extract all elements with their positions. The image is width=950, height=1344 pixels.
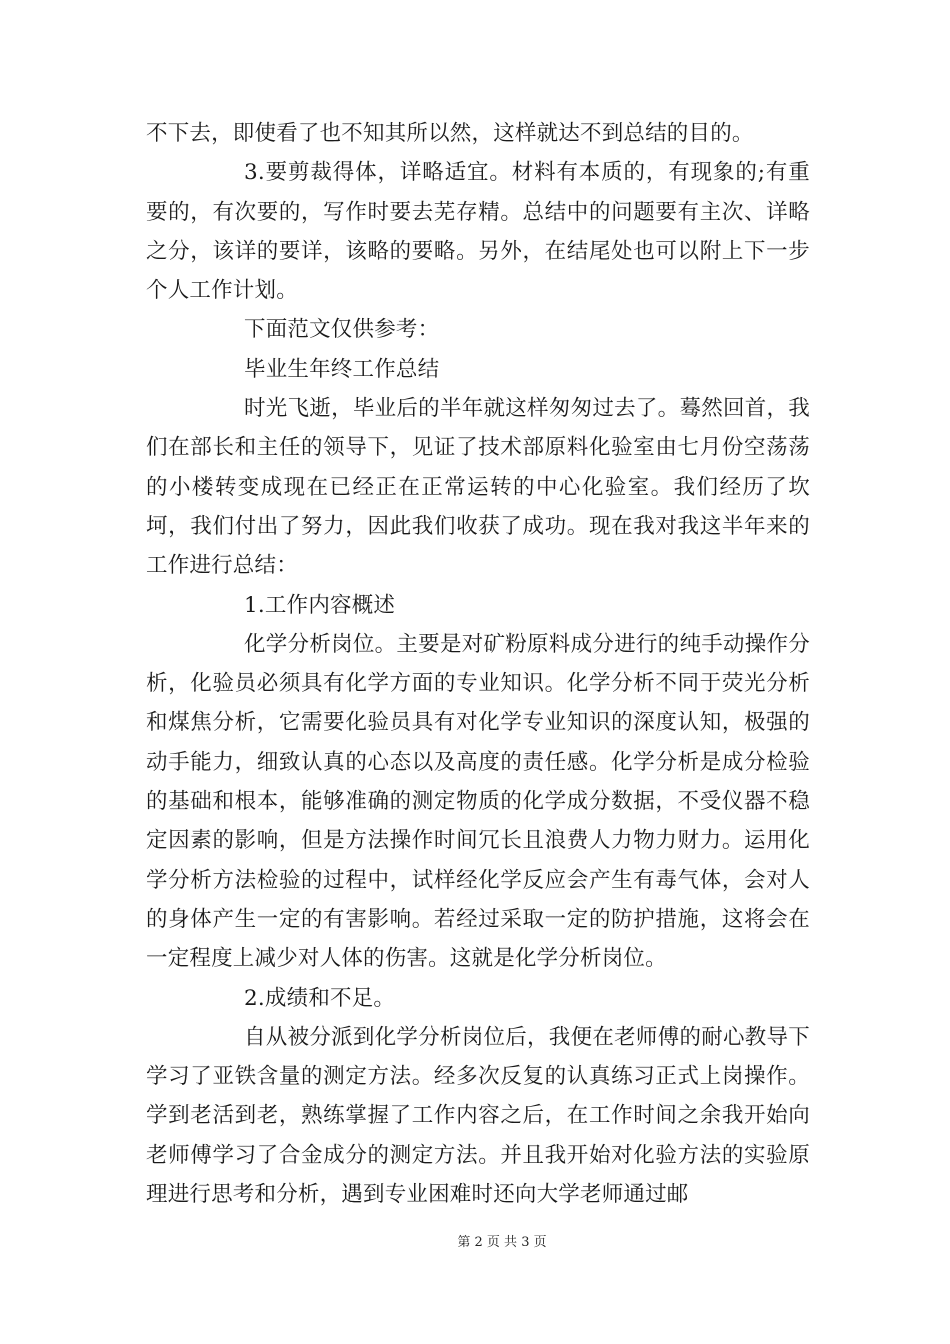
section-title: 毕业生年终工作总结	[244, 356, 440, 382]
heading-achievements: 2.成绩和不足。	[244, 985, 396, 1011]
paragraph-continuation: 不下去，即使看了也不知其所以然，这样就达不到总结的目的。	[146, 121, 754, 146]
paragraph-opening: 时光飞逝，毕业后的半年就这样匆匆过去了。蓦然回首，我们在部长和主任的领导下，见证了技术部原料化验室由七月份空荡荡的小楼转变成现在已经正在正常运转的中心化验室。我们经历了坎坷，我们付出了努力，因此我们收获了成功。现在我对我这半年来的工作进行总结：	[146, 396, 810, 579]
page-number-footer: 第 2 页 共 3 页	[457, 1235, 547, 1250]
paragraph-point-3: 3.要剪裁得体，详略适宜。材料有本质的，有现象的;有重要的，有次要的，写作时要去芜存精。总结中的问题要有主次、详略之分，该详的要详，该略的要略。另外，在结尾处也可以附上下一步个人工作计划。	[146, 160, 810, 304]
paragraph-sample-intro: 下面范文仅供参考：	[244, 317, 440, 343]
heading-work-overview: 1.工作内容概述	[244, 592, 396, 618]
document-body	[146, 114, 810, 1214]
paragraph-chemical-analysis: 化学分析岗位。主要是对矿粉原料成分进行的纯手动操作分析，化验员必须具有化学方面的专业知识。化学分析不同于荧光分析和煤焦分析，它需要化验员具有对化学专业知识的深度认知，极强的动手能力，细致认真的心态以及高度的责任感。化学分析是成分检验的基础和根本，能够准确的测定物质的化学成分数据，不受仪器不稳定因素的影响，但是方法操作时间冗长且浪费人力物力财力。运用化学分析方法检验的过程中，试样经化学反应会产生有毒气体，会对人的身体产生一定的有害影响。若经过采取一定的防护措施，这将会在一定程度上减少对人体的伤害。这就是化学分析岗位。	[146, 631, 810, 972]
paragraph-achievements: 自从被分派到化学分析岗位后，我便在老师傅的耐心教导下学习了亚铁含量的测定方法。经多次反复的认真练习正式上岗操作。学到老活到老，熟练掌握了工作内容之后，在工作时间之余我开始向老师傅学习了合金成分的测定方法。并且我开始对化验方法的实验原理进行思考和分析，遇到专业困难时还向大学老师通过邮	[146, 1024, 810, 1208]
